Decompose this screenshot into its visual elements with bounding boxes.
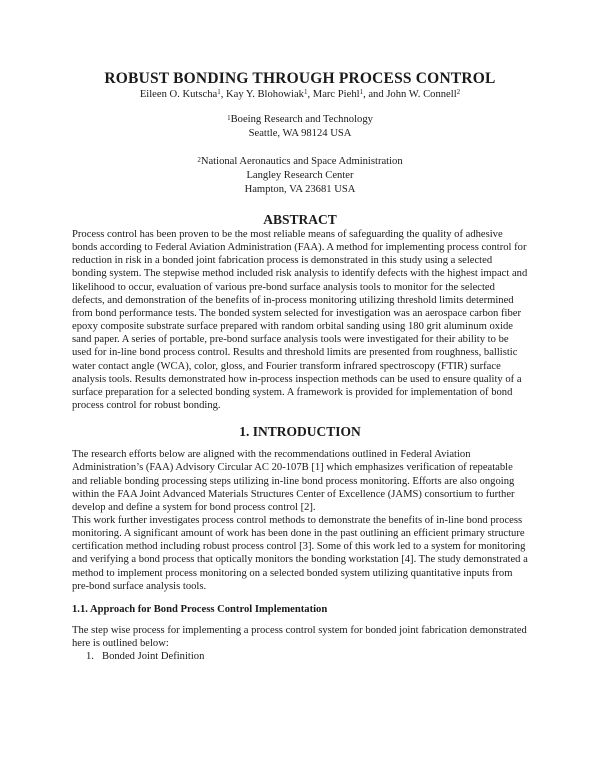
introduction-paragraph-2: This work further investigates process control methods to demonstrate the benefits of in-line bond process monitoring. A significant amount of work has been done in the past outlining an efficient primary structure certification method including robust process control [3]. Some of this work led to a system for monitoring and verifying a bond process that optically monitors the bonding workstation [4]. The study demonstrated a method to implement process monitoring on a selected bonded system utilizing quantitative inputs from pre-bond surface analysis tools.: [72, 514, 528, 592]
subsection-heading: 1.1. Approach for Bond Process Control Implementation: [72, 603, 328, 615]
author-affil-mark: 1: [303, 88, 308, 96]
affiliation-nasa: [72, 155, 528, 197]
author-name: Eileen O. Kutscha: [139, 89, 218, 100]
affiliation-line: [72, 155, 528, 169]
author-affil-mark: 2: [456, 88, 461, 96]
list-item-label: Bonded Joint Definition: [102, 651, 205, 663]
abstract-text: Process control has been proven to be the most reliable means of safeguarding the quality of adhesive bonds according to Federal Aviation Administration (FAA). A method for implementing process control for reduction in risk in a bonded joint fabrication process is demonstrated in this study using a selected bonding system. The stepwise method included risk analysis to identify defects with the highest impact and likelihood to occur, evaluation of various pre-bond surface analysis tools to monitor for the selected defects, and demonstration of the benefits of in-process monitoring utilizing threshold limits determined from bond performance tests. The bonded system selected for investigation was an aerospace carbon fiber epoxy composite substrate surface prepared with random orbital sanding using 180 grit aluminum oxide sand paper. A series of portable, pre-bond surface analysis tools were investigated for their ability to be used for in-line bond process control. Results and threshold limits are presented from roughness, ballistic water contact angle (WCA), color, gloss, and Fourier transform infrared spectroscopy (FTIR) surface analysis tools. Results demonstrated how in-process inspection methods can be used to ensure quality of a surface preparation for a selected bonding system. A framework is provided for implementation of bond process control for robust bonding.: [72, 229, 528, 412]
introduction-paragraph-1: The research efforts below are aligned with the recommendations outlined in Federal Aviation Administration’s (FAA) Advisory Circular AC 20-107B [1] which emphasizes verification of repeatable and reliable bonding processing steps utilizing in-line bond process monitoring. Efforts are also ongoing within the FAA Joint Advanced Materials Structures Center of Excellence (JAMS) consortium to further develop and define a system for bond process control [2].: [72, 449, 515, 513]
author-name: Kay Y. Blohowiak: [226, 89, 304, 100]
subsection-text: The step wise process for implementing a process control system for bonded joint fabrication demonstrated here is outlined below:: [72, 624, 527, 650]
list-item: [72, 650, 528, 663]
affiliation-line: [72, 113, 528, 127]
author-list: [72, 88, 528, 101]
step-list: [72, 650, 528, 663]
affiliation-mark: 2: [197, 156, 201, 164]
author-affil-mark: 1: [359, 88, 364, 96]
paper-page: [72, 70, 528, 663]
affiliation-address: Hampton, VA 23681 USA: [244, 184, 356, 195]
author-separator: , and: [363, 89, 387, 100]
author-name: John W. Connell: [386, 89, 457, 100]
abstract-heading: ABSTRACT: [263, 212, 337, 227]
author-name: Marc Piehl: [312, 89, 360, 100]
paper-title: ROBUST BONDING THROUGH PROCESS CONTROL: [104, 70, 496, 87]
affiliation-org: Boeing Research and Technology: [230, 114, 373, 125]
list-item-number: 1.: [86, 651, 94, 663]
author-separator: ,: [220, 89, 226, 100]
affiliation-mark: 1: [227, 114, 231, 122]
affiliation-org: National Aeronautics and Space Administration: [200, 156, 403, 167]
author-separator: ,: [307, 89, 313, 100]
affiliation-center: Langley Research Center: [246, 170, 354, 181]
author-affil-mark: 1: [217, 88, 221, 96]
affiliation-boeing: [72, 113, 528, 141]
affiliation-address: Seattle, WA 98124 USA: [248, 128, 352, 139]
introduction-heading: 1. INTRODUCTION: [239, 424, 361, 440]
